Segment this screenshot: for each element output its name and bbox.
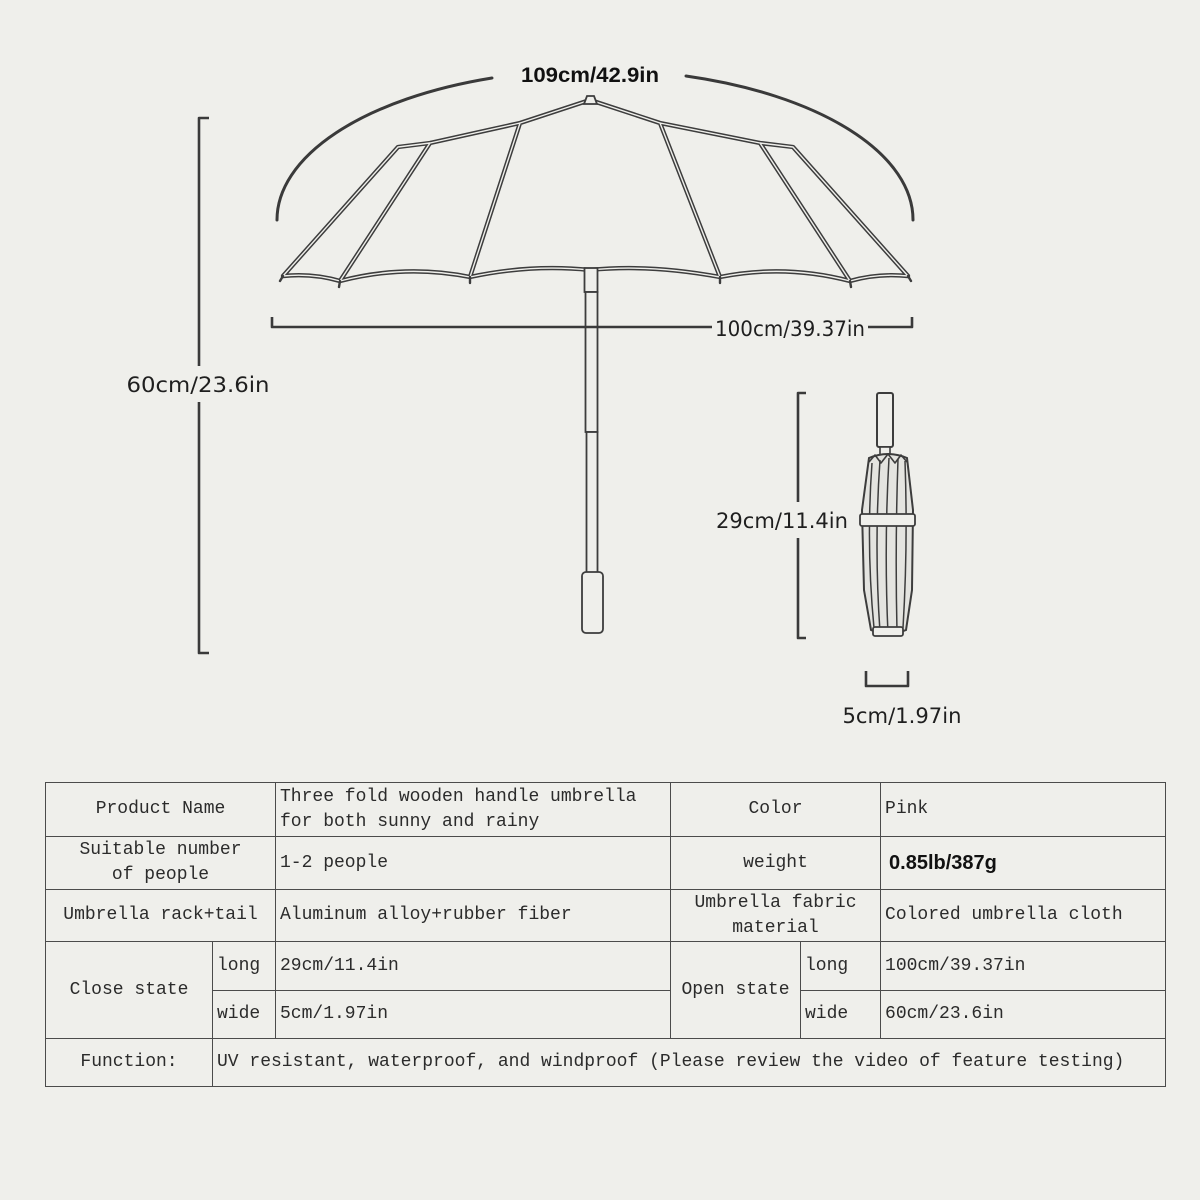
spec-table <box>45 782 1166 1087</box>
arc-dimension-left <box>277 78 492 220</box>
folded-width-label: 5cm/1.97in <box>842 704 962 728</box>
canopy-frame-outline <box>283 100 908 281</box>
open-umbrella-illustration <box>280 96 911 633</box>
table-row <box>46 1039 1166 1087</box>
close-wide-value: 5cm/1.97in <box>276 991 671 1039</box>
canopy-frame-inner <box>283 100 908 281</box>
canopy-arc-dimension <box>277 64 913 220</box>
rack-label: Umbrella rack+tail <box>46 890 276 942</box>
people-value: 1-2 people <box>276 837 671 890</box>
product-name-value: Three fold wooden handle umbrella for both sunny and rainy <box>276 783 671 837</box>
folded-bottom-cap <box>873 627 903 636</box>
shaft-upper-section <box>586 292 598 432</box>
table-row <box>46 942 1166 991</box>
canopy-arc-label: 109cm/42.9in <box>521 64 659 87</box>
fabric-value: Colored umbrella cloth <box>881 890 1166 942</box>
open-state-label: Open state <box>671 942 801 1039</box>
open-wide-value: 60cm/23.6in <box>881 991 1166 1039</box>
arc-dimension-right <box>686 76 913 220</box>
color-label: Color <box>671 783 881 837</box>
open-width-label: 100cm/39.37in <box>715 317 865 341</box>
close-long-label: long <box>213 942 276 991</box>
weight-label: weight <box>671 837 881 890</box>
fabric-label: Umbrella fabric material <box>671 890 881 942</box>
table-row <box>46 890 1166 942</box>
people-label: Suitable number of people <box>46 837 276 890</box>
canopy-tip <box>584 96 597 104</box>
open-height-label: 60cm/23.6in <box>126 373 270 397</box>
table-row <box>46 837 1166 890</box>
open-long-value: 100cm/39.37in <box>881 942 1166 991</box>
umbrella-handle <box>582 572 603 633</box>
close-wide-label: wide <box>213 991 276 1039</box>
close-long-value: 29cm/11.4in <box>276 942 671 991</box>
folded-width-dimension-line <box>866 671 908 686</box>
folded-length-label: 29cm/11.4in <box>716 509 848 533</box>
folded-umbrella-illustration <box>860 393 915 636</box>
color-value: Pink <box>881 783 1166 837</box>
folded-width-dimension <box>843 671 962 728</box>
weight-value: 0.85lb/387g <box>881 837 1166 890</box>
shaft-lower-section <box>587 432 598 573</box>
shaft-top-runner <box>585 268 598 292</box>
folded-strap <box>860 514 915 526</box>
folded-length-dimension <box>716 393 848 638</box>
rack-value: Aluminum alloy+rubber fiber <box>276 890 671 942</box>
open-long-label: long <box>801 942 881 991</box>
folded-handle <box>877 393 893 447</box>
open-height-dimension <box>127 118 270 653</box>
table-row <box>46 991 1166 1039</box>
function-label: Function: <box>46 1039 213 1087</box>
product-name-label: Product Name <box>46 783 276 837</box>
close-state-label: Close state <box>46 942 213 1039</box>
umbrella-shaft <box>582 268 603 633</box>
function-value: UV resistant, waterproof, and windproof (Please review the video of feature testing) <box>213 1039 1166 1087</box>
table-row <box>46 783 1166 837</box>
open-wide-label: wide <box>801 991 881 1039</box>
